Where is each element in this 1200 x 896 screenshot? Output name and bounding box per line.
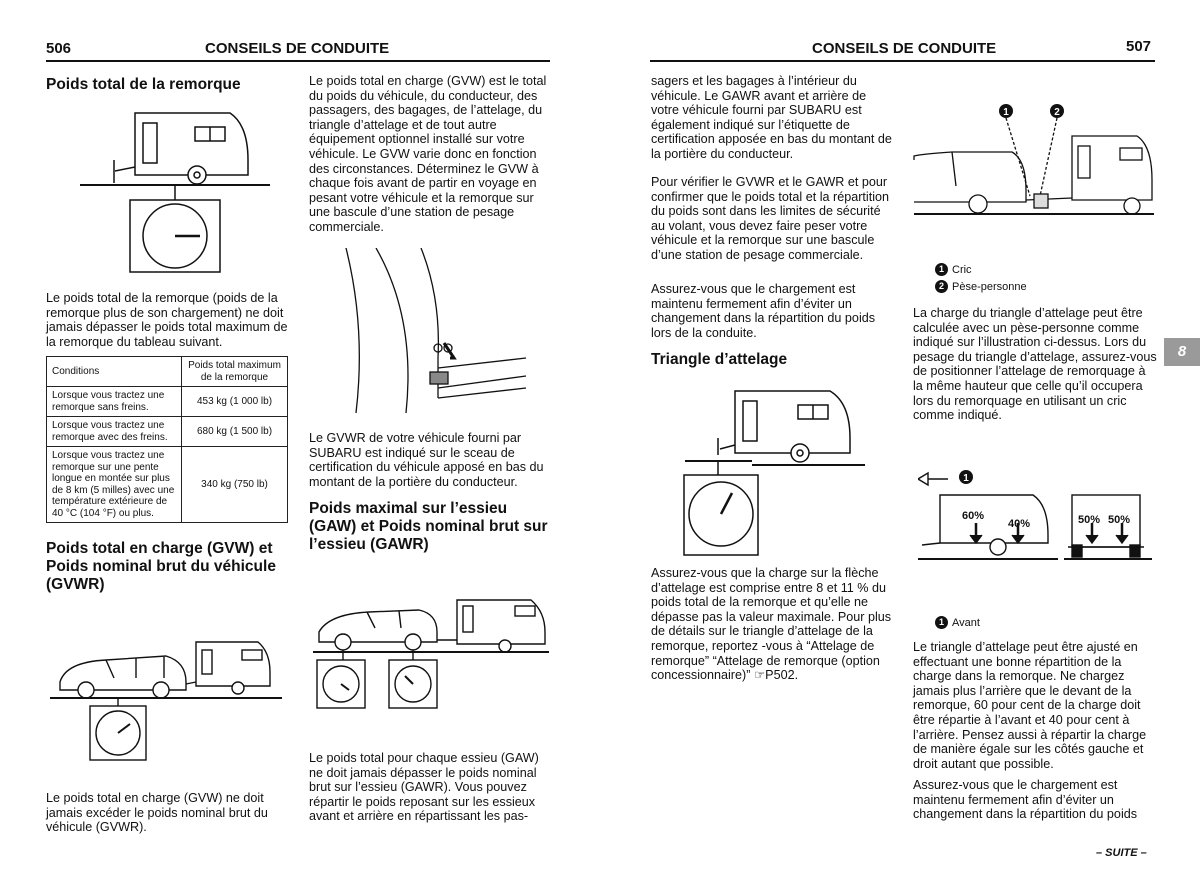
weight-limits-table bbox=[46, 356, 288, 523]
legend-text-pese-personne: Pèse-personne bbox=[952, 280, 1027, 293]
page-number-right: 507 bbox=[1126, 38, 1152, 55]
callout-2: 2 bbox=[1054, 107, 1060, 118]
heading-gaw-gawr: Poids maximal sur l’essieu (GAW) et Poids nominal brut sur l’essieu (GAWR) bbox=[309, 500, 548, 553]
running-header-right: CONSEILS DE CONDUITE bbox=[812, 40, 997, 57]
heading-poids-total-remorque: Poids total de la remorque bbox=[46, 76, 241, 93]
label-left-50-percent: 50% bbox=[1078, 514, 1101, 526]
callout-1: 1 bbox=[1003, 107, 1009, 118]
table-cell: Lorsque vous tractez une remorque sans freins. bbox=[47, 387, 182, 417]
legend-text-cric: Cric bbox=[952, 263, 972, 276]
table-header-conditions: Conditions bbox=[47, 357, 182, 387]
table-cell: Lorsque vous tractez une remorque sur une pente longue en montée sur plus de 8 km (5 milles) avec une température extérieure de 40 °C (104 °F) ou plus. bbox=[47, 447, 182, 523]
label-40-percent: 40% bbox=[1008, 518, 1031, 530]
figure-jack-bathroom-scale bbox=[912, 100, 1157, 230]
paragraph-gvw-limit: Le poids total en charge (GVW) ne doit jamais excéder le poids nominal brut du véhicule (GVWR). bbox=[46, 791, 268, 835]
figure-door-pillar-label bbox=[326, 248, 531, 418]
legend-cric bbox=[935, 263, 972, 276]
heading-gvw-gvwr: Poids total en charge (GVW) et Poids nominal brut du véhicule (GVWR) bbox=[46, 540, 276, 593]
paragraph-gawr-continued: sagers et les bagages à l’intérieur du véhicule. Le GAWR avant et arrière de votre véhicule fourni par SUBARU est également indiqué sur l’étiquette de certification apposée en bas du montant de la portière du conducteur. bbox=[651, 74, 892, 161]
paragraph-load-distribution: Le triangle d’attelage peut être ajusté en effectuant une bonne répartition de la charge dans la remorque. Ne chargez jamais plus l’arrière que le devant de la remorque, 60 pour cent de la charge doit être répartie à l’avant et 40 pour cent à l’arrière. Pensez aussi à répartir la charge de manière égale sur les côtés gauche et droit autant que possible. bbox=[913, 640, 1147, 771]
header-rule-left bbox=[46, 60, 550, 62]
chapter-tab: 8 bbox=[1164, 338, 1200, 366]
label-60-percent: 60% bbox=[962, 510, 985, 522]
figure-tongue-weight-scale bbox=[680, 383, 870, 558]
table-cell: 680 kg (1 500 lb) bbox=[182, 417, 288, 447]
heading-triangle-attelage: Triangle d’attelage bbox=[651, 351, 788, 368]
paragraph-gaw: Le poids total pour chaque essieu (GAW) ne doit jamais dépasser le poids nominal brut sur l’essieu (GAWR). Vous pouvez répartir le poids reposant sur les essieux avant et arrière en répartissant les pas- bbox=[309, 751, 539, 824]
paragraph-gvwr-label: Le GVWR de votre véhicule fourni par SUBARU est indiqué sur le sceau de certification du véhicule apposé en bas du montant de la portière du conducteur. bbox=[309, 431, 544, 489]
label-right-50-percent: 50% bbox=[1108, 514, 1131, 526]
legend-number-avant: 1 bbox=[935, 616, 948, 629]
legend-number-1: 1 bbox=[935, 263, 948, 276]
running-header-left: CONSEILS DE CONDUITE bbox=[205, 40, 390, 57]
footer-suite: – SUITE – bbox=[1096, 847, 1147, 859]
callout-front: 1 bbox=[963, 473, 969, 484]
figure-load-distribution bbox=[918, 465, 1158, 575]
paragraph-tongue-weight: Assurez-vous que la charge sur la flèche d’attelage est comprise entre 8 et 11 % du poids total de la remorque et qu’elle ne dépasse pas la valeur maximale. Pour plus de détails sur le triangle d’attelage de la remorque, reportez -vous à “Attelage de remorque” “Attelage de remorque (option concessionnaire)” ☞P502. bbox=[651, 566, 892, 683]
paragraph-verify-weights: Pour vérifier le GVWR et le GAWR et pour confirmer que le poids total et la répartition du poids sont dans les limites de sécurité au volant, vous devez faire peser votre véhicule et la remorque sur une bascule d’une station de pesage commerciale. bbox=[651, 175, 890, 262]
paragraph-secure-load: Assurez-vous que le chargement est maintenu fermement afin d’éviter un changement dans la répartition du poids lors de la conduite. bbox=[651, 282, 876, 340]
table-header-max-weight: Poids total maximum de la remorque bbox=[182, 357, 288, 387]
legend-pese-personne bbox=[935, 280, 1027, 293]
table-row bbox=[47, 417, 288, 447]
table-cell: Lorsque vous tractez une remorque avec des freins. bbox=[47, 417, 182, 447]
figure-axle-scales bbox=[309, 592, 554, 712]
legend-number-2: 2 bbox=[935, 280, 948, 293]
page-number-left: 506 bbox=[46, 40, 72, 57]
table-row bbox=[47, 447, 288, 523]
legend-text-avant: Avant bbox=[952, 616, 980, 629]
table-cell: 453 kg (1 000 lb) bbox=[182, 387, 288, 417]
header-rule-right bbox=[650, 60, 1155, 62]
paragraph-poids-total: Le poids total de la remorque (poids de la remorque plus de son chargement) ne doit jamais dépasser le poids total maximum de la remorque du tableau suivant. bbox=[46, 291, 288, 349]
figure-car-trailer-scale bbox=[46, 632, 286, 762]
table-cell: 340 kg (750 lb) bbox=[182, 447, 288, 523]
paragraph-bathroom-scale: La charge du triangle d’attelage peut être calculée avec un pèse-personne comme indiqué sur l’illustration ci-dessus. Lors du pesage du triangle d’attelage, assurez-vous de positionner l’attelage de remorquage à la même hauteur que celle qu’il occupera lors du remorquage en utilisant un cric comme indiqué. bbox=[913, 306, 1157, 423]
paragraph-gvw-definition: Le poids total en charge (GVW) est le total du poids du véhicule, du conducteur, des passagers, des bagages, de l’attelage, du triangle d’attelage et de tout autre équipement optionnel installé sur votre véhicule. Le GVW varie donc en fonction des circonstances. Déterminez le GVW à chaque fois avant de partir en voyage en pesant votre véhicule et la remorque sur une bascule d’une station de pesage commerciale. bbox=[309, 74, 547, 234]
paragraph-secure-load-2: Assurez-vous que le chargement est maintenu fermement afin d’éviter un changement dans la répartition du poids bbox=[913, 778, 1138, 822]
legend-avant bbox=[935, 616, 980, 629]
figure-trailer-scale bbox=[80, 105, 270, 275]
table-row bbox=[47, 387, 288, 417]
